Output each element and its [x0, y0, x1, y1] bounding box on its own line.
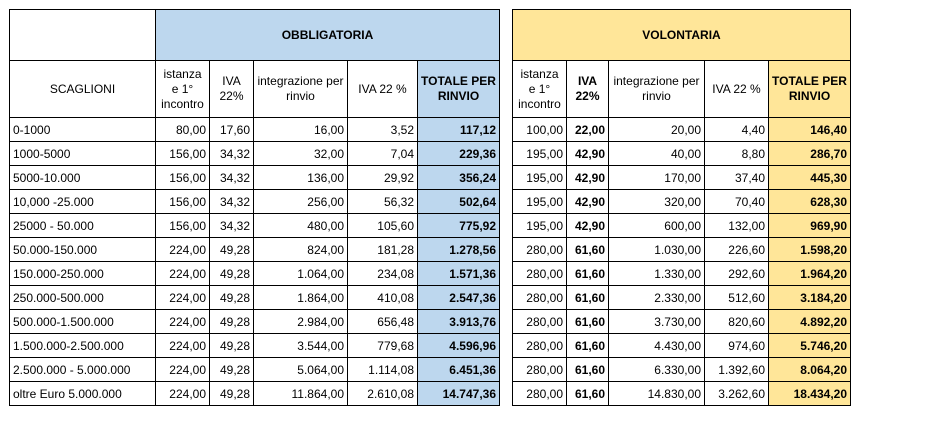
corner-cell: [10, 10, 156, 61]
cell-v-totale: 445,30: [769, 166, 851, 190]
header-o-istanza: istanza e 1° incontro: [156, 61, 210, 118]
cell-v-integrazione: 40,00: [609, 142, 705, 166]
cell-v-istanza: 280,00: [513, 358, 567, 382]
column-gap: [500, 286, 513, 310]
header-v-istanza: istanza e 1° incontro: [513, 61, 567, 118]
cell-o-iva-pct: 49,28: [210, 310, 254, 334]
column-gap: [500, 262, 513, 286]
cell-o-integrazione: 136,00: [254, 166, 348, 190]
cell-o-integrazione: 5.064,00: [254, 358, 348, 382]
cell-o-totale: 6.451,36: [418, 358, 500, 382]
cell-v-iva: 132,00: [705, 214, 769, 238]
cell-o-istanza: 156,00: [156, 214, 210, 238]
cell-o-iva-pct: 49,28: [210, 286, 254, 310]
cell-o-totale: 1.571,36: [418, 262, 500, 286]
cell-v-totale: 1.598,20: [769, 238, 851, 262]
cell-v-iva: 226,60: [705, 238, 769, 262]
table-row: [10, 166, 851, 190]
cell-o-iva: 56,32: [348, 190, 418, 214]
column-gap: [500, 118, 513, 142]
cell-v-totale: 5.746,20: [769, 334, 851, 358]
cell-o-istanza: 224,00: [156, 286, 210, 310]
column-gap: [500, 166, 513, 190]
cell-o-totale: 1.278,56: [418, 238, 500, 262]
cell-o-istanza: 224,00: [156, 262, 210, 286]
fee-table: [9, 9, 851, 406]
table-row: [10, 310, 851, 334]
cell-v-totale: 286,70: [769, 142, 851, 166]
cell-v-istanza: 280,00: [513, 262, 567, 286]
cell-v-istanza: 280,00: [513, 334, 567, 358]
cell-v-iva: 70,40: [705, 190, 769, 214]
cell-scaglione: 250.000-500.000: [10, 286, 156, 310]
cell-o-istanza: 156,00: [156, 166, 210, 190]
header-o-integrazione: integrazione per rinvio: [254, 61, 348, 118]
cell-v-istanza: 100,00: [513, 118, 567, 142]
cell-o-iva-pct: 49,28: [210, 358, 254, 382]
header-v-iva: IVA 22 %: [705, 61, 769, 118]
cell-v-totale: 3.184,20: [769, 286, 851, 310]
cell-v-integrazione: 20,00: [609, 118, 705, 142]
cell-scaglione: oltre Euro 5.000.000: [10, 382, 156, 406]
cell-o-iva-pct: 17,60: [210, 118, 254, 142]
cell-o-totale: 4.596,96: [418, 334, 500, 358]
cell-v-integrazione: 14.830,00: [609, 382, 705, 406]
cell-o-integrazione: 32,00: [254, 142, 348, 166]
table-row: [10, 190, 851, 214]
cell-scaglione: 0-1000: [10, 118, 156, 142]
header-o-iva-pct: IVA 22%: [210, 61, 254, 118]
cell-scaglione: 2.500.000 - 5.000.000: [10, 358, 156, 382]
cell-v-totale: 146,40: [769, 118, 851, 142]
cell-o-istanza: 80,00: [156, 118, 210, 142]
cell-v-iva-pct: 61,60: [567, 310, 609, 334]
column-gap: [500, 382, 513, 406]
cell-o-istanza: 224,00: [156, 310, 210, 334]
cell-v-integrazione: 1.030,00: [609, 238, 705, 262]
column-gap: [500, 142, 513, 166]
cell-o-integrazione: 16,00: [254, 118, 348, 142]
cell-v-iva-pct: 22,00: [567, 118, 609, 142]
cell-v-integrazione: 2.330,00: [609, 286, 705, 310]
cell-v-iva-pct: 61,60: [567, 262, 609, 286]
cell-v-totale: 8.064,20: [769, 358, 851, 382]
cell-o-integrazione: 1.864,00: [254, 286, 348, 310]
cell-scaglione: 10,000 -25.000: [10, 190, 156, 214]
header-o-totale: TOTALE PER RINVIO: [418, 61, 500, 118]
cell-o-integrazione: 256,00: [254, 190, 348, 214]
cell-v-iva-pct: 42,90: [567, 214, 609, 238]
column-header-row: [10, 61, 851, 118]
group-obbligatoria: OBBLIGATORIA: [156, 10, 500, 61]
cell-o-totale: 14.747,36: [418, 382, 500, 406]
cell-v-integrazione: 1.330,00: [609, 262, 705, 286]
cell-v-totale: 4.892,20: [769, 310, 851, 334]
cell-o-totale: 229,36: [418, 142, 500, 166]
cell-v-totale: 969,90: [769, 214, 851, 238]
table-row: [10, 358, 851, 382]
cell-v-iva: 1.392,60: [705, 358, 769, 382]
cell-o-iva: 410,08: [348, 286, 418, 310]
cell-v-integrazione: 6.330,00: [609, 358, 705, 382]
group-header-row: [10, 10, 851, 61]
cell-o-totale: 775,92: [418, 214, 500, 238]
table-row: [10, 286, 851, 310]
cell-v-integrazione: 170,00: [609, 166, 705, 190]
column-gap: [500, 190, 513, 214]
cell-v-iva-pct: 42,90: [567, 166, 609, 190]
column-gap: [500, 238, 513, 262]
cell-v-iva: 512,60: [705, 286, 769, 310]
header-v-iva-pct: IVA 22%: [567, 61, 609, 118]
cell-scaglione: 500.000-1.500.000: [10, 310, 156, 334]
cell-o-iva-pct: 34,32: [210, 214, 254, 238]
cell-o-integrazione: 1.064,00: [254, 262, 348, 286]
cell-v-totale: 628,30: [769, 190, 851, 214]
cell-o-istanza: 224,00: [156, 382, 210, 406]
cell-o-iva: 779,68: [348, 334, 418, 358]
cell-v-iva: 292,60: [705, 262, 769, 286]
cell-o-istanza: 156,00: [156, 142, 210, 166]
cell-v-istanza: 195,00: [513, 190, 567, 214]
cell-v-iva: 974,60: [705, 334, 769, 358]
cell-scaglione: 5000-10.000: [10, 166, 156, 190]
cell-o-iva-pct: 49,28: [210, 238, 254, 262]
cell-v-iva: 820,60: [705, 310, 769, 334]
cell-v-integrazione: 4.430,00: [609, 334, 705, 358]
cell-v-integrazione: 600,00: [609, 214, 705, 238]
cell-o-totale: 117,12: [418, 118, 500, 142]
header-v-integrazione: integrazione per rinvio: [609, 61, 705, 118]
cell-v-iva-pct: 61,60: [567, 358, 609, 382]
cell-o-totale: 356,24: [418, 166, 500, 190]
cell-v-iva-pct: 61,60: [567, 334, 609, 358]
cell-o-totale: 2.547,36: [418, 286, 500, 310]
cell-v-istanza: 280,00: [513, 382, 567, 406]
cell-v-totale: 18.434,20: [769, 382, 851, 406]
cell-v-istanza: 280,00: [513, 310, 567, 334]
table-row: [10, 334, 851, 358]
table-row: [10, 214, 851, 238]
cell-v-integrazione: 320,00: [609, 190, 705, 214]
header-scaglioni: SCAGLIONI: [10, 61, 156, 118]
cell-v-integrazione: 3.730,00: [609, 310, 705, 334]
cell-o-iva-pct: 49,28: [210, 334, 254, 358]
column-gap: [500, 310, 513, 334]
cell-o-iva: 234,08: [348, 262, 418, 286]
cell-v-istanza: 280,00: [513, 238, 567, 262]
column-gap: [500, 334, 513, 358]
cell-scaglione: 150.000-250.000: [10, 262, 156, 286]
cell-v-iva-pct: 61,60: [567, 238, 609, 262]
cell-scaglione: 50.000-150.000: [10, 238, 156, 262]
cell-o-totale: 3.913,76: [418, 310, 500, 334]
cell-v-iva-pct: 42,90: [567, 190, 609, 214]
cell-v-istanza: 195,00: [513, 214, 567, 238]
column-gap: [500, 214, 513, 238]
cell-o-iva: 3,52: [348, 118, 418, 142]
cell-o-istanza: 224,00: [156, 238, 210, 262]
table-body: [10, 118, 851, 406]
cell-o-iva-pct: 34,32: [210, 142, 254, 166]
column-gap: [500, 358, 513, 382]
cell-o-istanza: 224,00: [156, 334, 210, 358]
cell-v-iva: 4,40: [705, 118, 769, 142]
table-row: [10, 142, 851, 166]
cell-o-iva-pct: 34,32: [210, 166, 254, 190]
cell-o-iva: 7,04: [348, 142, 418, 166]
column-gap: [500, 10, 513, 61]
cell-v-iva: 3.262,60: [705, 382, 769, 406]
cell-v-iva: 8,80: [705, 142, 769, 166]
cell-o-integrazione: 11.864,00: [254, 382, 348, 406]
cell-o-iva: 181,28: [348, 238, 418, 262]
table-row: [10, 262, 851, 286]
cell-v-totale: 1.964,20: [769, 262, 851, 286]
cell-o-istanza: 156,00: [156, 190, 210, 214]
cell-v-istanza: 195,00: [513, 166, 567, 190]
cell-o-iva: 2.610,08: [348, 382, 418, 406]
cell-v-iva-pct: 42,90: [567, 142, 609, 166]
cell-o-iva: 105,60: [348, 214, 418, 238]
cell-v-istanza: 195,00: [513, 142, 567, 166]
cell-o-totale: 502,64: [418, 190, 500, 214]
cell-v-iva-pct: 61,60: [567, 286, 609, 310]
table-row: [10, 238, 851, 262]
cell-v-istanza: 280,00: [513, 286, 567, 310]
table-row: [10, 382, 851, 406]
cell-o-integrazione: 480,00: [254, 214, 348, 238]
cell-o-integrazione: 3.544,00: [254, 334, 348, 358]
cell-o-iva-pct: 34,32: [210, 190, 254, 214]
cell-o-integrazione: 2.984,00: [254, 310, 348, 334]
cell-o-iva-pct: 49,28: [210, 382, 254, 406]
cell-o-istanza: 224,00: [156, 358, 210, 382]
cell-scaglione: 1.500.000-2.500.000: [10, 334, 156, 358]
header-o-iva: IVA 22 %: [348, 61, 418, 118]
header-v-totale: TOTALE PER RINVIO: [769, 61, 851, 118]
cell-v-iva: 37,40: [705, 166, 769, 190]
cell-o-iva: 29,92: [348, 166, 418, 190]
cell-o-iva: 1.114,08: [348, 358, 418, 382]
cell-o-integrazione: 824,00: [254, 238, 348, 262]
table-row: [10, 118, 851, 142]
column-gap: [500, 61, 513, 118]
cell-v-iva-pct: 61,60: [567, 382, 609, 406]
cell-scaglione: 1000-5000: [10, 142, 156, 166]
cell-o-iva-pct: 49,28: [210, 262, 254, 286]
cell-o-iva: 656,48: [348, 310, 418, 334]
group-volontaria: VOLONTARIA: [513, 10, 851, 61]
cell-scaglione: 25000 - 50.000: [10, 214, 156, 238]
